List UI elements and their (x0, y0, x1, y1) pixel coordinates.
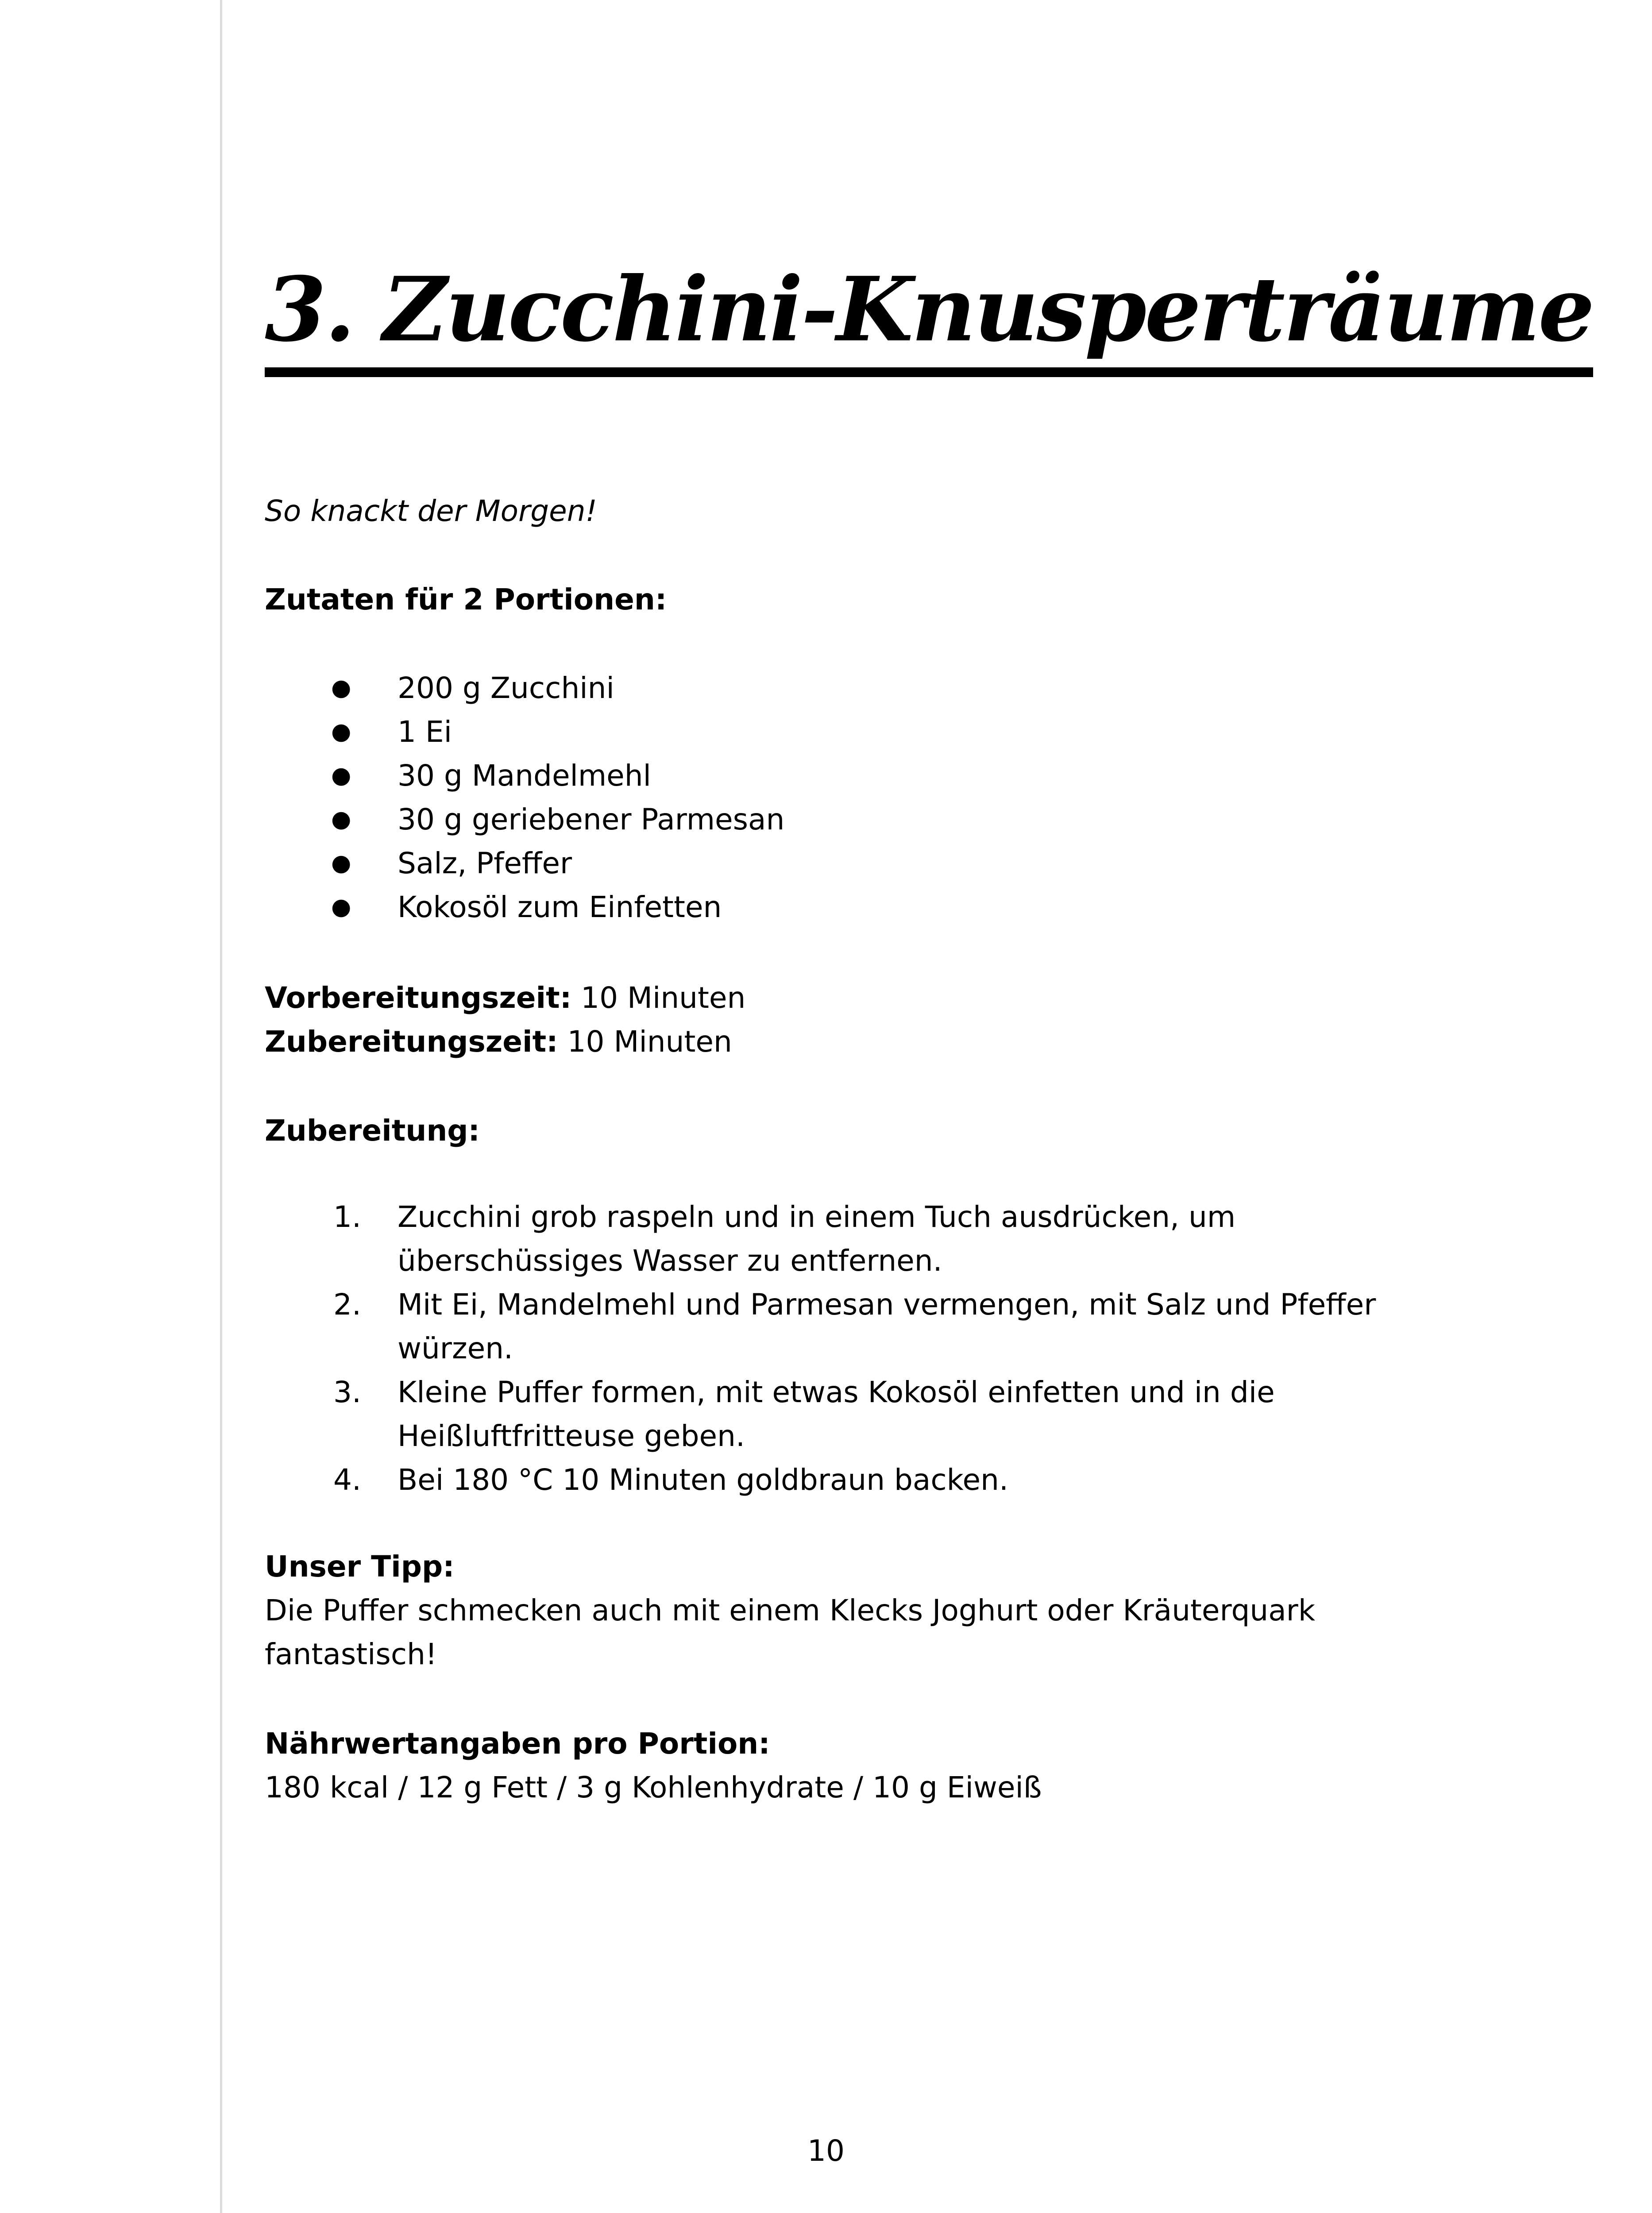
prep-time-label: Vorbereitungszeit: (265, 981, 572, 1015)
ingredient-item (265, 798, 784, 841)
ingredient-item (265, 885, 784, 929)
ingredients-list (265, 666, 784, 929)
step-item (265, 1370, 1376, 1414)
step-item-continuation (265, 1326, 1376, 1370)
bullet-icon: ● (331, 894, 351, 920)
step-item (265, 1458, 1376, 1502)
prep-time (265, 976, 745, 1020)
cook-time (265, 1020, 732, 1064)
step-text-line: Mit Ei, Mandelmehl und Parmesan vermengen, mit Salz und Pfeffer (398, 1288, 1376, 1322)
step-text-line: Kleine Puffer formen, mit etwas Kokosöl einfetten und in die (398, 1375, 1275, 1409)
ingredient-label: 1 Ei (398, 715, 452, 749)
bullet-icon: ● (331, 718, 351, 745)
tip-text-line: Die Puffer schmecken auch mit einem Klecks Joghurt oder Kräuterquark (265, 1593, 1316, 1627)
cook-time-label: Zubereitungszeit: (265, 1025, 558, 1059)
step-text-line: Heißluftfritteuse geben. (398, 1419, 745, 1453)
bullet-icon: ● (331, 762, 351, 789)
page-number: 10 (807, 2134, 845, 2168)
tip-text-line: fantastisch! (265, 1637, 437, 1671)
step-item (265, 1195, 1376, 1239)
nutrition-heading: Nährwertangaben pro Portion: (265, 1727, 770, 1761)
tip-heading: Unser Tipp: (265, 1550, 455, 1584)
ingredient-item (265, 666, 784, 710)
page-binding-line (220, 0, 222, 2213)
bullet-icon: ● (331, 675, 351, 701)
steps-list (265, 1195, 1376, 1502)
bullet-icon: ● (331, 806, 351, 833)
nutrition-value: 180 kcal / 12 g Fett / 3 g Kohlenhydrate / 10 g Eiweiß (265, 1770, 1042, 1804)
ingredients-heading: Zutaten für 2 Portionen: (265, 582, 667, 617)
ingredient-label: 200 g Zucchini (398, 671, 614, 705)
recipe-subtitle: So knackt der Morgen! (265, 494, 597, 528)
step-number: 2. (333, 1288, 361, 1322)
step-number: 4. (333, 1463, 361, 1497)
step-number: 1. (333, 1200, 361, 1234)
steps-heading: Zubereitung: (265, 1114, 480, 1148)
prep-time-value: 10 Minuten (581, 981, 746, 1015)
recipe-title: 3. Zucchini-Knusperträume (265, 252, 1593, 377)
step-number: 3. (333, 1375, 361, 1409)
step-item-continuation (265, 1239, 1376, 1283)
step-text-line: Zucchini grob raspeln und in einem Tuch ausdrücken, um (398, 1200, 1236, 1234)
ingredient-label: 30 g geriebener Parmesan (398, 802, 785, 837)
step-item (265, 1283, 1376, 1326)
step-text-line: würzen. (398, 1331, 513, 1365)
bullet-icon: ● (331, 850, 351, 876)
step-text-line: überschüssiges Wasser zu entfernen. (398, 1244, 942, 1278)
ingredient-item (265, 710, 784, 754)
ingredient-label: Salz, Pfeffer (398, 846, 572, 880)
ingredient-item (265, 841, 784, 885)
ingredient-item (265, 754, 784, 798)
cook-time-value: 10 Minuten (567, 1025, 732, 1059)
ingredient-label: Kokosöl zum Einfetten (398, 890, 722, 924)
ingredient-label: 30 g Mandelmehl (398, 759, 651, 793)
step-text-line: Bei 180 °C 10 Minuten goldbraun backen. (398, 1463, 1008, 1497)
step-item-continuation (265, 1414, 1376, 1458)
